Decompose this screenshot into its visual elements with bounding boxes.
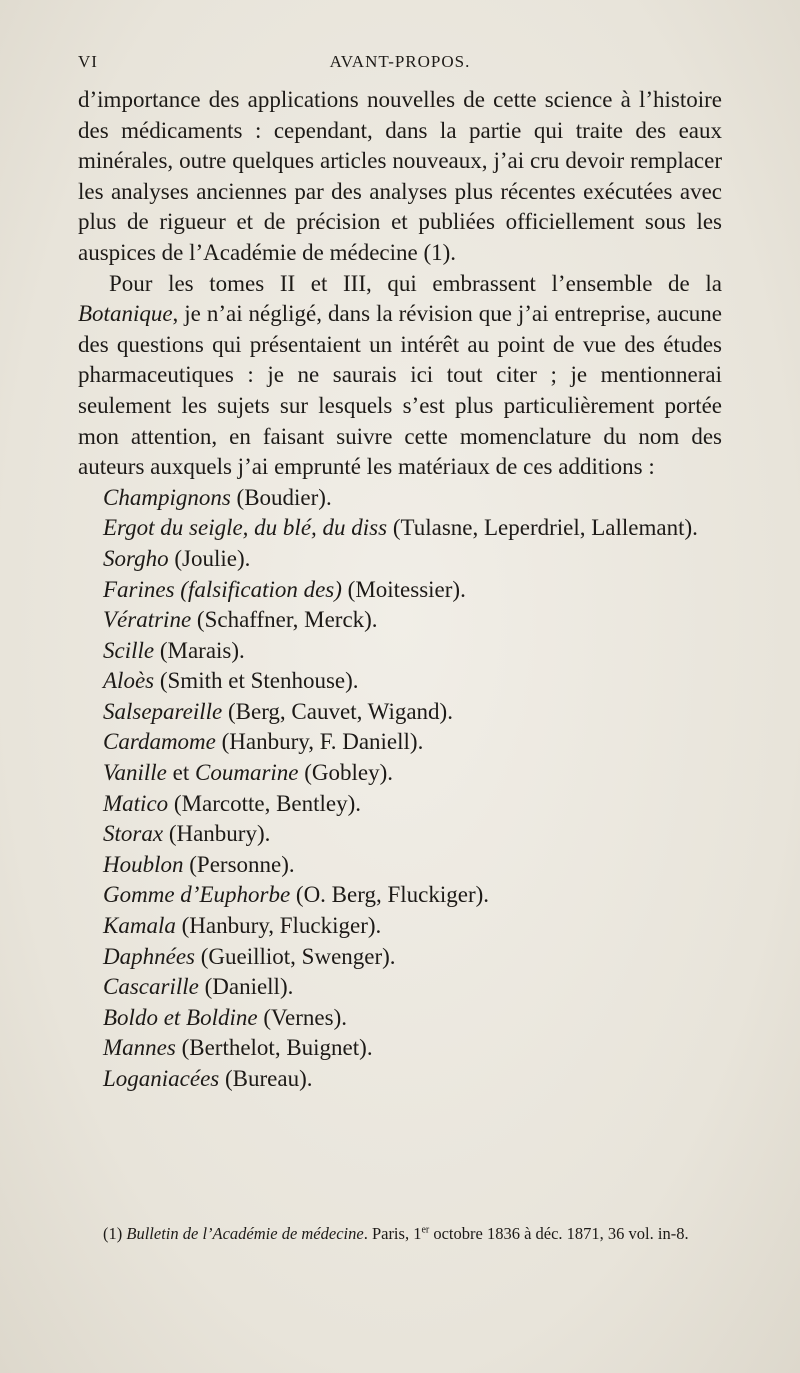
paragraph-botanique [78, 269, 722, 483]
list-item [103, 942, 722, 973]
footnote-text [78, 1223, 722, 1245]
footnote [78, 1223, 722, 1245]
list-item [103, 850, 722, 881]
list-item [103, 972, 722, 1003]
entry-authors: (Hanbury, Fluckiger). [175, 913, 382, 939]
footnote-body: . Paris, 1 [363, 1224, 422, 1243]
additions-list [78, 483, 722, 1095]
entry-authors: (Hanbury, F. Daniell). [215, 729, 424, 755]
entry-authors: (Gueilliot, Swenger). [194, 943, 396, 969]
entry-subject: Houblon [103, 851, 184, 877]
entry-authors: (Daniell). [198, 974, 294, 1000]
list-item [103, 1033, 722, 1064]
entry-subject: Mannes [103, 1035, 176, 1061]
entry-authors: (Hanbury). [163, 821, 271, 847]
entry-subject: Cascarille [103, 974, 199, 1000]
entry-subject: Farines (falsification des) [103, 576, 342, 602]
entry-authors: (Moitessier). [341, 576, 466, 602]
entry-authors: (Berg, Cauvet, Wigand). [222, 698, 453, 724]
main-text [78, 85, 722, 1095]
entry-authors: (Smith et Stenhouse). [154, 668, 359, 694]
entry-subject: Vératrine [103, 607, 192, 633]
list-item [103, 483, 722, 514]
footnote-marker: (1) [103, 1224, 127, 1243]
list-item [103, 727, 722, 758]
entry-subject: Champignons [103, 484, 231, 510]
list-item [103, 575, 722, 606]
list-item [103, 880, 722, 911]
entry-subject: Vanille [103, 760, 167, 786]
list-item [103, 605, 722, 636]
list-item [103, 758, 722, 789]
entry-subject: Matico [103, 790, 169, 816]
paragraph-continuation: d’importance des applications nouvelles de cette science à l’histoire des médicaments : cependant, dans la partie qui traite des eaux minérales, outre quelques articles nouveaux, j’ai cru devoir remplacer les analyses anciennes par des analyses plus récentes exécutées avec plus de rigueur et de précision et publiées officiellement sous les auspices de l’Académie de médecine (1). [78, 87, 722, 265]
entry-subject: Cardamome [103, 729, 216, 755]
entry-subject: Salsepareille [103, 698, 223, 724]
footnote-superscript: er [421, 1224, 430, 1236]
entry-authors: (O. Berg, Fluckiger). [290, 882, 490, 908]
running-title: AVANT-PROPOS. [329, 52, 471, 71]
list-item [103, 911, 722, 942]
entry-subject: Coumarine [195, 760, 299, 786]
list-item [103, 1003, 722, 1034]
entry-authors: (Joulie). [168, 545, 251, 571]
entry-authors: (Gobley). [298, 760, 394, 786]
entry-subject: Gomme d’Euphorbe [103, 882, 291, 908]
entry-subject: Scille [103, 637, 155, 663]
emphasis-botanique: Botanique [78, 301, 173, 327]
entry-subject: Kamala [103, 913, 176, 939]
entry-authors: (Bureau). [219, 1066, 313, 1091]
entry-authors: (Tulasne, Leperdriel, Lallemant). [387, 515, 698, 541]
list-item [103, 697, 722, 728]
list-item [103, 636, 722, 667]
entry-subject: Sorgho [103, 545, 169, 571]
list-item [103, 666, 722, 697]
entry-subject: Storax [103, 821, 164, 847]
list-item [103, 789, 722, 820]
entry-subject: Daphnées [103, 943, 195, 969]
entry-authors: (Vernes). [257, 1004, 347, 1030]
list-item [103, 544, 722, 575]
list-item [78, 513, 722, 544]
list-item [103, 819, 722, 850]
entry-subject: Loganiacées [103, 1066, 220, 1091]
entry-authors: (Boudier). [230, 484, 332, 510]
paragraph-text: , je n’ai négligé, dans la révision que j’ai entreprise, aucune des questions qui présentaient un intérêt au point de vue des études pharmaceutiques : je ne saurais ici tout citer ; je mentionnerai seulement les sujets sur lesquels s’est plus particulièrement portée mon attention, en faisant suivre cette momenclature du nom des auteurs auxquels j’ai emprunté les matériaux de ces additions : [78, 301, 722, 480]
page-number: VI [78, 52, 98, 71]
entry-authors: (Marcotte, Bentley). [168, 790, 362, 816]
list-item [103, 1064, 722, 1095]
entry-authors: (Schaffner, Merck). [191, 607, 378, 633]
running-header [78, 52, 722, 78]
footnote-body: octobre 1836 à déc. 1871, 36 vol. in-8. [429, 1224, 689, 1243]
entry-authors: (Marais). [154, 637, 245, 663]
entry-subject: Aloès [103, 668, 155, 694]
entry-authors: (Berthelot, Buignet). [175, 1035, 373, 1061]
paragraph-text: Pour les tomes II et III, qui embrassent l’ensemble de la [109, 270, 722, 296]
entry-subject: Boldo et Boldine [103, 1004, 258, 1030]
entry-connector: et [166, 760, 195, 786]
entry-authors: (Personne). [183, 851, 295, 877]
entry-subject: Ergot du seigle, du blé, du diss [103, 515, 388, 541]
footnote-source-title: Bulletin de l’Académie de médecine [126, 1224, 364, 1243]
